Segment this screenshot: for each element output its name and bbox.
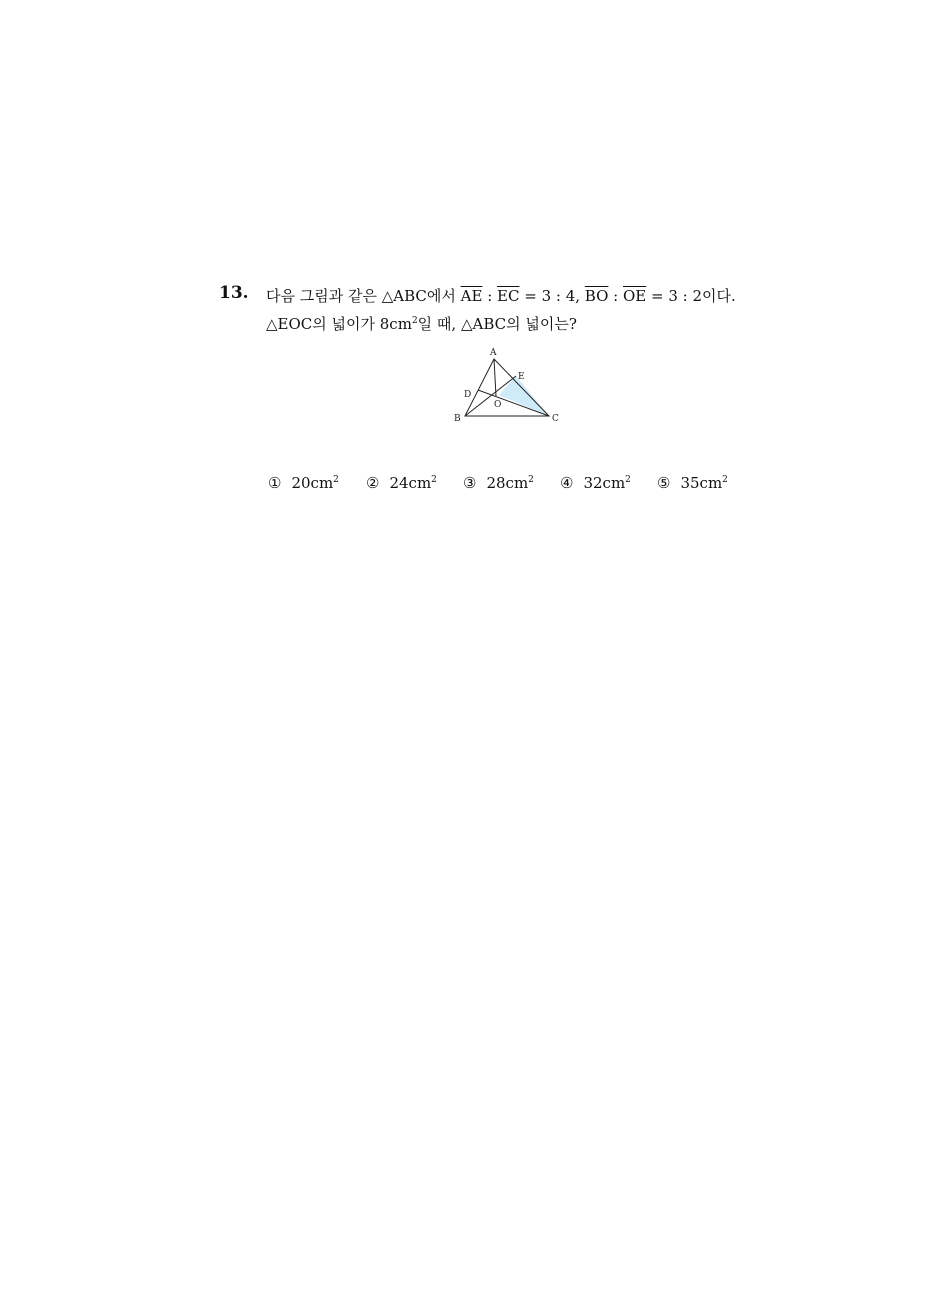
triangle-figure: [450, 343, 570, 428]
question-text-part: = 3 : 2이다.: [646, 287, 736, 305]
segment-bo: $\overline{BO}$: [584, 287, 609, 305]
choice-3[interactable]: [463, 474, 534, 492]
choice-4[interactable]: [560, 474, 631, 492]
superscript: 2: [431, 475, 437, 485]
label-c: C: [552, 414, 559, 424]
label-e: E: [518, 372, 525, 382]
segment-ae: $\overline{AE}$: [460, 287, 483, 305]
question-text-part: 다음 그림과 같은 △ABC에서: [266, 287, 461, 305]
choice-mark: ④: [560, 474, 574, 492]
label-b: B: [454, 414, 461, 424]
segment-ao: [494, 359, 496, 396]
label-o: O: [494, 400, 502, 410]
choice-mark: ③: [463, 474, 477, 492]
label-d: D: [464, 390, 472, 400]
superscript: 2: [528, 475, 534, 485]
superscript: 2: [411, 316, 418, 326]
choice-1[interactable]: [268, 474, 339, 492]
segment-oe: $\overline{OE}$: [623, 287, 647, 305]
choice-value: 35cm: [680, 474, 723, 492]
superscript: 2: [333, 475, 339, 485]
question-text-part: = 3 : 4,: [519, 287, 585, 305]
choice-mark: ①: [268, 474, 282, 492]
segment-ec: $\overline{EC}$: [497, 287, 520, 305]
choice-value: 20cm: [291, 474, 334, 492]
answer-choices: [268, 474, 738, 498]
question-text-part: 일 때, △ABC의 넓이는?: [417, 315, 577, 333]
choice-value: 24cm: [389, 474, 432, 492]
choice-2[interactable]: [366, 474, 437, 492]
superscript: 2: [722, 475, 728, 485]
choice-mark: ⑤: [657, 474, 671, 492]
choice-value: 28cm: [486, 474, 529, 492]
label-a: A: [490, 348, 497, 358]
question-text-line2: [266, 313, 577, 334]
question-text-part: △EOC의 넓이가 8cm: [266, 315, 412, 333]
choice-mark: ②: [366, 474, 380, 492]
question-text-part: :: [608, 287, 623, 305]
superscript: 2: [625, 475, 631, 485]
question-number: 13.: [219, 283, 249, 303]
choice-value: 32cm: [583, 474, 626, 492]
choice-5[interactable]: [657, 474, 728, 492]
question-text-part: :: [482, 287, 498, 305]
shaded-triangle-eoc: [499, 376, 549, 416]
question-text-line1: [266, 285, 736, 306]
